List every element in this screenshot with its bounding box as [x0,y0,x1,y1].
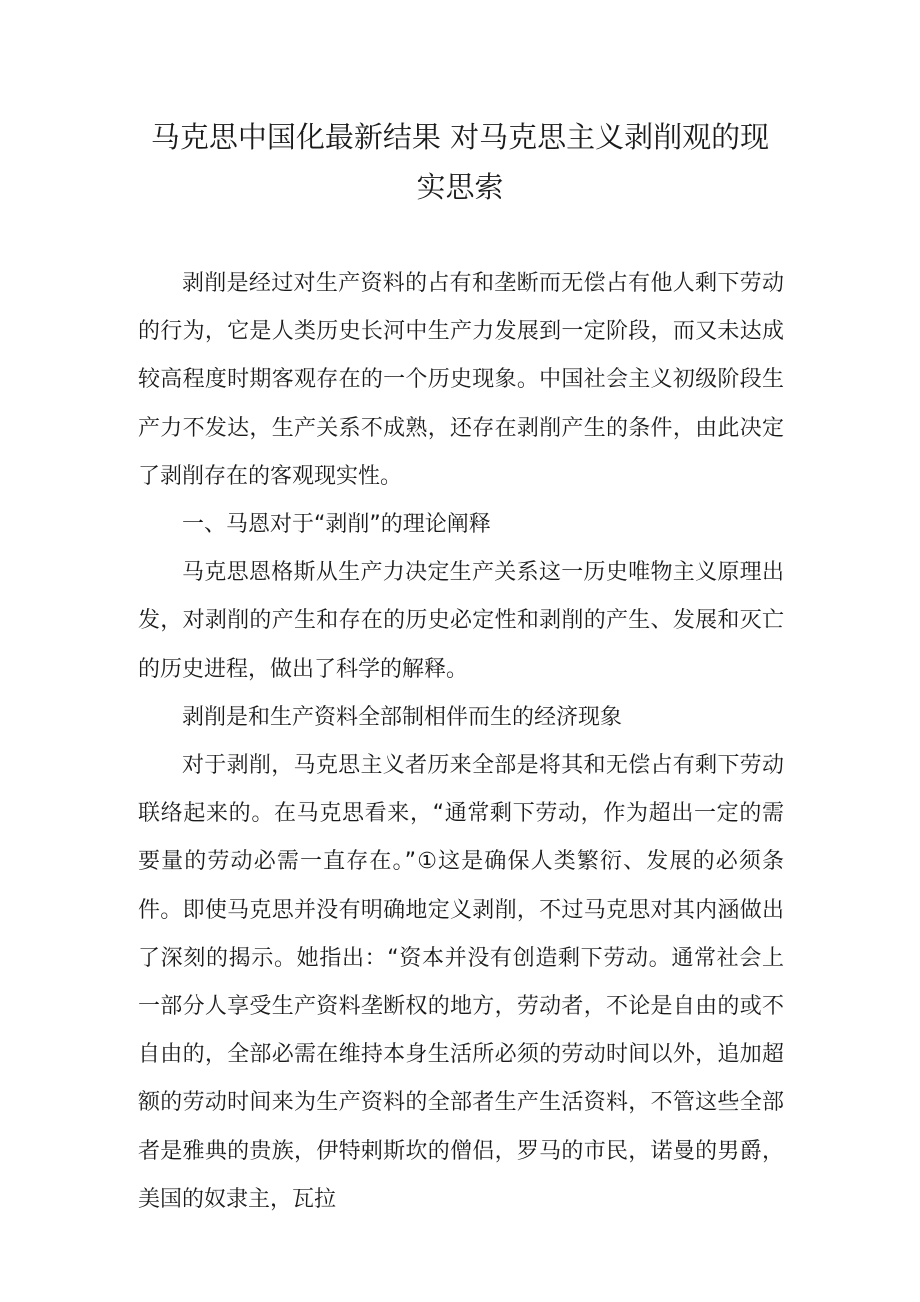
section-heading-1: 一、马恩对于“剥削”的理论阐释 [182,512,491,538]
paragraph-intro: 剥削是经过对生产资料的占有和垄断而无偿占有他人剩下劳动的行为，它是人类历史长河中生产力发展到一定阶段，而又未达成较高程度时期客观存在的一个历史现象。中国社会主义初级阶段生产力不发达，生产关系不成熟，还存在剥削产生的条件，由此决定了剥削存在的客观现实性。 [138,271,784,489]
subheading-exploitation-ownership: 剥削是和生产资料全部制相伴而生的经济现象 [182,704,623,730]
paragraph-marx-engels: 马克思恩格斯从生产力决定生产关系这一历史唯物主义原理出发，对剥削的产生和存在的历史必定性和剥削的产生、发展和灭亡的历史进程，做出了科学的解释。 [138,560,784,682]
document-body [138,260,784,1224]
document-title: 马克思中国化最新结果 对马克思主义剥削观的现实思索 [150,120,770,204]
paragraph-surplus-labor: 对于剥削，马克思主义者历来全部是将其和无偿占有剩下劳动联络起来的。在马克思看来，“通常剩下劳动，作为超出一定的需要量的劳动必需一直存在。”①这是确保人类繁衍、发展的必须条件。即使马克思并没有明确地定义剥削，不过马克思对其内涵做出了深刻的揭示。她指出：“资本并没有创造剩下劳动。通常社会上一部分人享受生产资料垄断权的地方，劳动者，不论是自由的或不自由的，全部必需在维持本身生活所必须的劳动时间以外，追加超额的劳动时间来为生产资料的全部者生产生活资料，不管这些全部者是雅典的贵族，伊特剌斯坎的僧侣，罗马的市民，诺曼的男爵，美国的奴隶主，瓦拉 [138,753,784,1212]
